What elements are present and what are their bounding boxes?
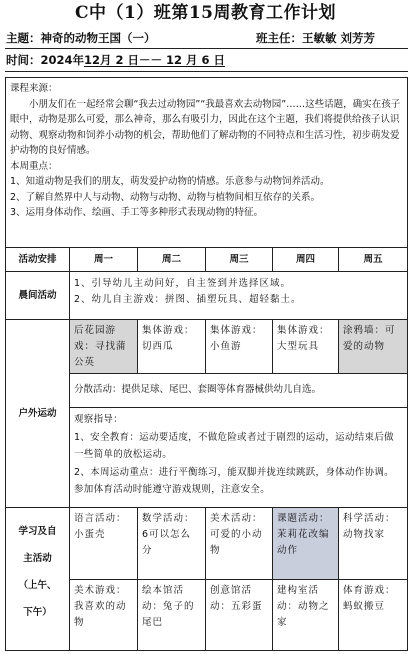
row-label-outdoor: 户外运动 — [6, 320, 70, 508]
study-am-thu: 课题活动：茉莉花改编动作 — [273, 508, 339, 580]
morning-line: 1、引导幼儿主动问好，自主签到并选择区域。 — [74, 278, 292, 289]
study-pm-tue: 绘本馆活动：兔子的尾巴 — [138, 580, 206, 650]
column-header-tue: 周二 — [138, 248, 206, 272]
focus-label: 本周重点： — [10, 160, 58, 172]
outdoor-game-mon: 后花园游戏：寻找蒲公英 — [70, 320, 138, 374]
study-label-line: 主活动 — [23, 553, 52, 564]
morning-line: 2、幼儿自主游戏：拼图、插塑玩具、超轻黏土。 — [74, 294, 302, 305]
row-label-morning: 晨间活动 — [6, 272, 70, 320]
teacher-text: 班主任：王敏敏 刘芳芳 — [256, 31, 376, 45]
outdoor-game-fri: 涂鸦墙：可爱的动物 — [339, 320, 407, 374]
time-row — [6, 53, 406, 67]
theme-row — [6, 31, 406, 45]
study-pm-mon: 美术游戏：我喜欢的动物 — [70, 580, 138, 650]
course-background — [6, 78, 407, 248]
time-range: 12月 2 日－－ 12 月 6 日 — [84, 53, 226, 67]
column-header-thu: 周四 — [273, 248, 339, 272]
study-am-tue: 数学活动：6可以怎么分 — [138, 508, 206, 580]
divider — [5, 71, 408, 72]
background-paragraph: 小朋友们在一起经常会聊“我去过动物园”“我最喜欢去动物园”……这些话题，确实在孩子眼中，动物是那么可爱，那么神奇，那么有吸引力，因此在这个主题，我们将提供给孩子认识动物、观察动物和饲养小动物的机会，帮助他们了解动物的不同特点和生活习性，初步萌发爱护动物的良好情感。 — [10, 98, 401, 156]
column-header-fri: 周五 — [339, 248, 407, 272]
study-label-line: （上午、 — [18, 580, 57, 591]
focus-item: 2、了解自然界中人与动物、动物与动物、动物与植物间相互依存的关系。 — [10, 191, 321, 203]
guidance-label: 观察指导： — [74, 414, 124, 425]
outdoor-game-wed: 集体游戏：小鱼游 — [206, 320, 273, 374]
study-pm-wed: 创意馆活动：五彩蛋 — [206, 580, 273, 650]
outdoor-guidance — [70, 408, 407, 508]
outdoor-game-tue: 集体游戏：切西瓜 — [138, 320, 206, 374]
study-am-mon: 语言活动：小蛋壳 — [70, 508, 138, 580]
row-label-study — [6, 508, 70, 650]
outdoor-game-thu: 集体游戏：大型玩具 — [273, 320, 339, 374]
focus-item: 3、运用身体动作、绘画、手工等多种形式表现动物的特征。 — [10, 207, 264, 218]
theme-text: 主题：神奇的动物王国（一） — [6, 31, 156, 45]
focus-item: 1、知道动物是我们的朋友，萌发爱护动物的情感。乐意参与动物饲养活动。 — [10, 176, 330, 187]
study-label-line: 学习及自 — [18, 526, 57, 537]
column-header-schedule: 活动安排 — [6, 248, 70, 272]
page-title: C中（1）班第15周教育工作计划 — [74, 3, 336, 23]
morning-activities — [70, 272, 407, 320]
column-header-mon: 周一 — [70, 248, 138, 272]
guidance-item: 2、本周运动重点：进行平衡练习，能双脚并拢连续跳跃，身体动作协调。参加体育活动时能遵守游戏规则，注意安全。 — [74, 466, 394, 495]
study-pm-thu: 建构室活动：动物之家 — [273, 580, 339, 650]
study-am-wed: 美术活动：可爱的小动物 — [206, 508, 273, 580]
time-label: 时间：2024年 — [6, 53, 85, 67]
outdoor-group-activity: 分散活动：提供足球、尾巴、套圈等体育器械供幼儿自选。 — [70, 374, 407, 408]
study-am-fri: 科学活动：动物找家 — [339, 508, 407, 580]
study-pm-fri: 体育游戏：蚂蚁搬豆 — [343, 585, 396, 612]
guidance-item: 1、安全教育：运动要适度，不做危险或者过于剧烈的运动，运动结束后做一些简单的放松运动。 — [74, 431, 394, 460]
plan-table — [5, 77, 408, 651]
divider — [5, 48, 408, 49]
column-header-wed: 周三 — [206, 248, 273, 272]
background-label: 课程来源： — [10, 83, 58, 94]
study-label-line: 下午） — [23, 607, 52, 618]
